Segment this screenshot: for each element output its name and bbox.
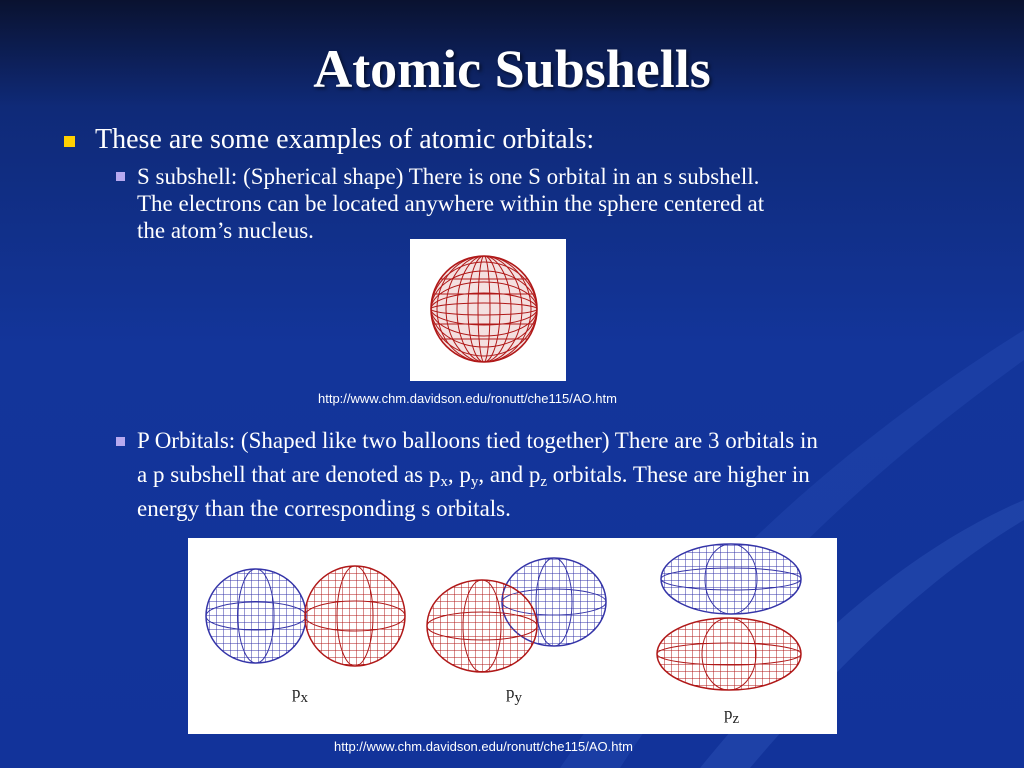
s-orbital-image [410,239,566,381]
sub-bullet-square-icon [116,437,125,446]
px-orbital [206,566,405,666]
slide-title: Atomic Subshells [313,39,711,99]
sub-bullet-square-icon [116,172,125,181]
py-caption: $p_y$ [506,683,522,706]
p-image-source-url: http://www.chm.davidson.edu/ronutt/che115/AO.htm [334,739,633,754]
s-line-2: The electrons can be located anywhere within the sphere centered at [137,191,765,216]
p-orbitals-image [188,538,837,734]
s-image-source-url: http://www.chm.davidson.edu/ronutt/che115/AO.htm [318,391,617,406]
s-orbital-sphere-icon [410,239,566,381]
p-orbitals-lobes-icon [188,538,837,734]
pz-orbital [657,544,801,690]
bullet-square-icon [64,136,75,147]
bullet-p-orbitals [116,424,818,526]
p-line-3: energy than the corresponding s orbitals. [137,496,511,521]
p-line-2: a p subshell that are denoted as $p_x$, $p_y$, and $p_z$ orbitals. These are higher in [137,462,810,490]
s-subshell-text [137,163,764,244]
bullet-intro [64,125,594,155]
py-orbital [427,558,606,672]
p-line-1: P Orbitals: (Shaped like two balloons tied together) There are 3 orbitals in [137,428,818,453]
bullet-intro-text: These are some examples of atomic orbitals: [95,124,595,155]
pz-caption: $p_z$ [724,704,740,727]
s-line-1: S subshell: (Spherical shape) There is one S orbital in an s subshell. [137,164,760,189]
bullet-s-subshell [116,163,764,244]
p-orbitals-text [137,424,818,526]
px-caption: $p_x$ [292,683,308,706]
s-line-3: the atom’s nucleus. [137,218,314,243]
